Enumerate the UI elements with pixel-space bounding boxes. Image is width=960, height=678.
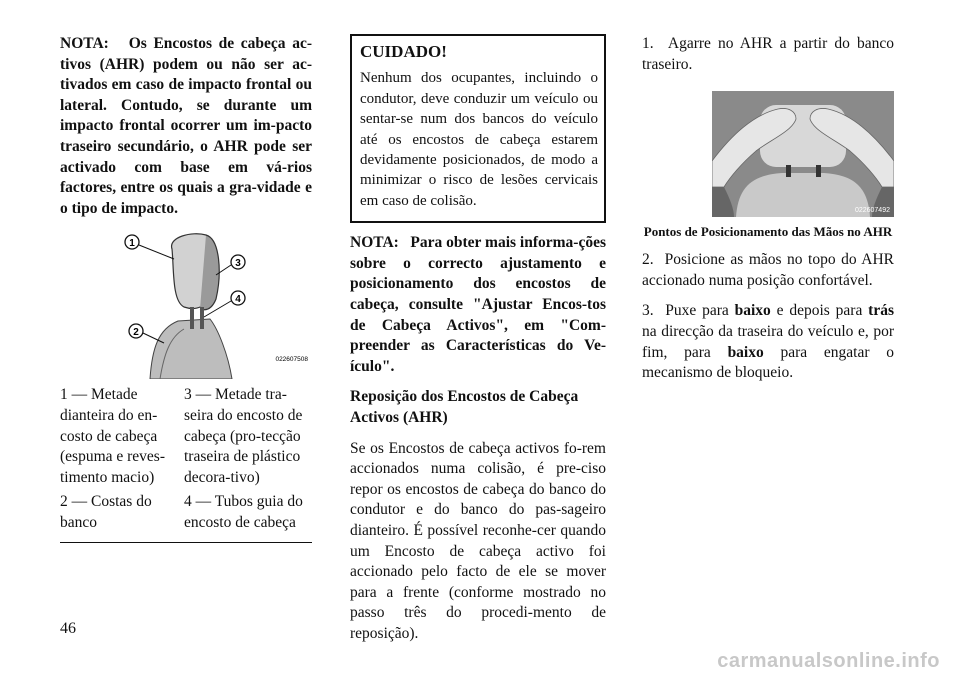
legend-item-4: 4 — Tubos guia do encosto de cabeça <box>184 493 303 531</box>
caution-title: CUIDADO! <box>360 42 447 61</box>
callout-1: 1 <box>129 238 135 250</box>
hand-position-photo <box>712 91 894 217</box>
figure-caption: Pontos de Posicionamento das Mãos no AHR <box>643 224 893 240</box>
legend-divider <box>60 542 312 543</box>
step-3-part-a: 3. Puxe para <box>642 302 735 320</box>
hands-on-headrest-illustration <box>712 91 894 217</box>
step-3-part-g: para engatar o mecanismo de bloqueio. <box>642 343 894 382</box>
step-3-part-c: e depois para <box>770 302 869 320</box>
figure-legend <box>60 385 312 537</box>
column-middle <box>350 34 606 645</box>
legend-item-1: 1 — Metade dianteira do en-costo de cabeça (espuma e reves-timento macio) <box>60 386 166 486</box>
callout-2: 2 <box>133 327 139 339</box>
callout-4: 4 <box>235 294 241 306</box>
step-1: 1. Agarre no AHR a partir do banco traseiro. <box>642 35 894 73</box>
step-3-part-e: na direcção da traseira do veículo e, por fim, para <box>642 322 894 361</box>
headrest-diagram-illustration <box>60 229 312 379</box>
column-left <box>60 34 312 543</box>
page-number: 46 <box>60 620 76 637</box>
column-right <box>642 34 894 384</box>
section-body: Se os Encostos de cabeça activos fo-rem accionados numa colisão, é pre-ciso repor os encostos de cabeça do banco do condutor e do banco do pas-sageiro dianteiro. É possível reconhe-cer quando um Encosto de cabeça activo foi accionado pelo facto de ele se mover para a frente (conforme mostrado no passo três do procedi-mento de reposição). <box>350 439 606 642</box>
legend-item-3: 3 — Metade tra-seira do encosto de cabeça (pro-tecção traseira de plástico decora-tivo) <box>184 386 303 486</box>
legend-item-2: 2 — Costas do banco <box>60 493 152 531</box>
headrest-figure <box>60 229 312 379</box>
caution-box <box>350 34 606 223</box>
step-3 <box>642 301 894 383</box>
note-more-info: NOTA: Para obter mais informa-ções sobre o correcto ajustamento e posicionamento dos encostos de cabeça, consulte "Ajustar Encos-tos de Cabeça Activos", em "Com-preender as Características do Ve-ículo". <box>350 234 606 375</box>
figure-code: 022607508 <box>275 356 308 364</box>
step-3-bold-tras: trás <box>868 302 894 320</box>
watermark: carmanualsonline.info <box>717 650 940 672</box>
step-3-bold-baixo-2: baixo <box>727 343 764 361</box>
note-ahr-activation: NOTA: Os Encostos de cabeça ac-tivos (AHR) podem ou não ser ac-tivados em caso de impacto frontal ou lateral. Contudo, se durante um impacto frontal ocorrer um im-pacto traseiro secundário, o AHR pode ser activado com base em vá-rios factores, entre os quais a gra-vidade e o tipo de impacto. <box>60 35 312 217</box>
section-heading: Reposição dos Encostos de Cabeça Activos (AHR) <box>350 388 579 426</box>
caution-text: Nenhum dos ocupantes, incluindo o condutor, deve conduzir um veículo ou sentar-se num dos bancos do veículo até os encostos de cabeça estarem devidamente posicionados, de modo a minimizar o risco de lesões cervicais em caso de colisão. <box>360 70 598 209</box>
step-3-bold-baixo: baixo <box>734 302 771 320</box>
callout-3: 3 <box>235 258 241 270</box>
step-2: 2. Posicione as mãos no topo do AHR accionado numa posição confortável. <box>642 251 894 289</box>
figure2-code: 022607492 <box>854 207 890 215</box>
